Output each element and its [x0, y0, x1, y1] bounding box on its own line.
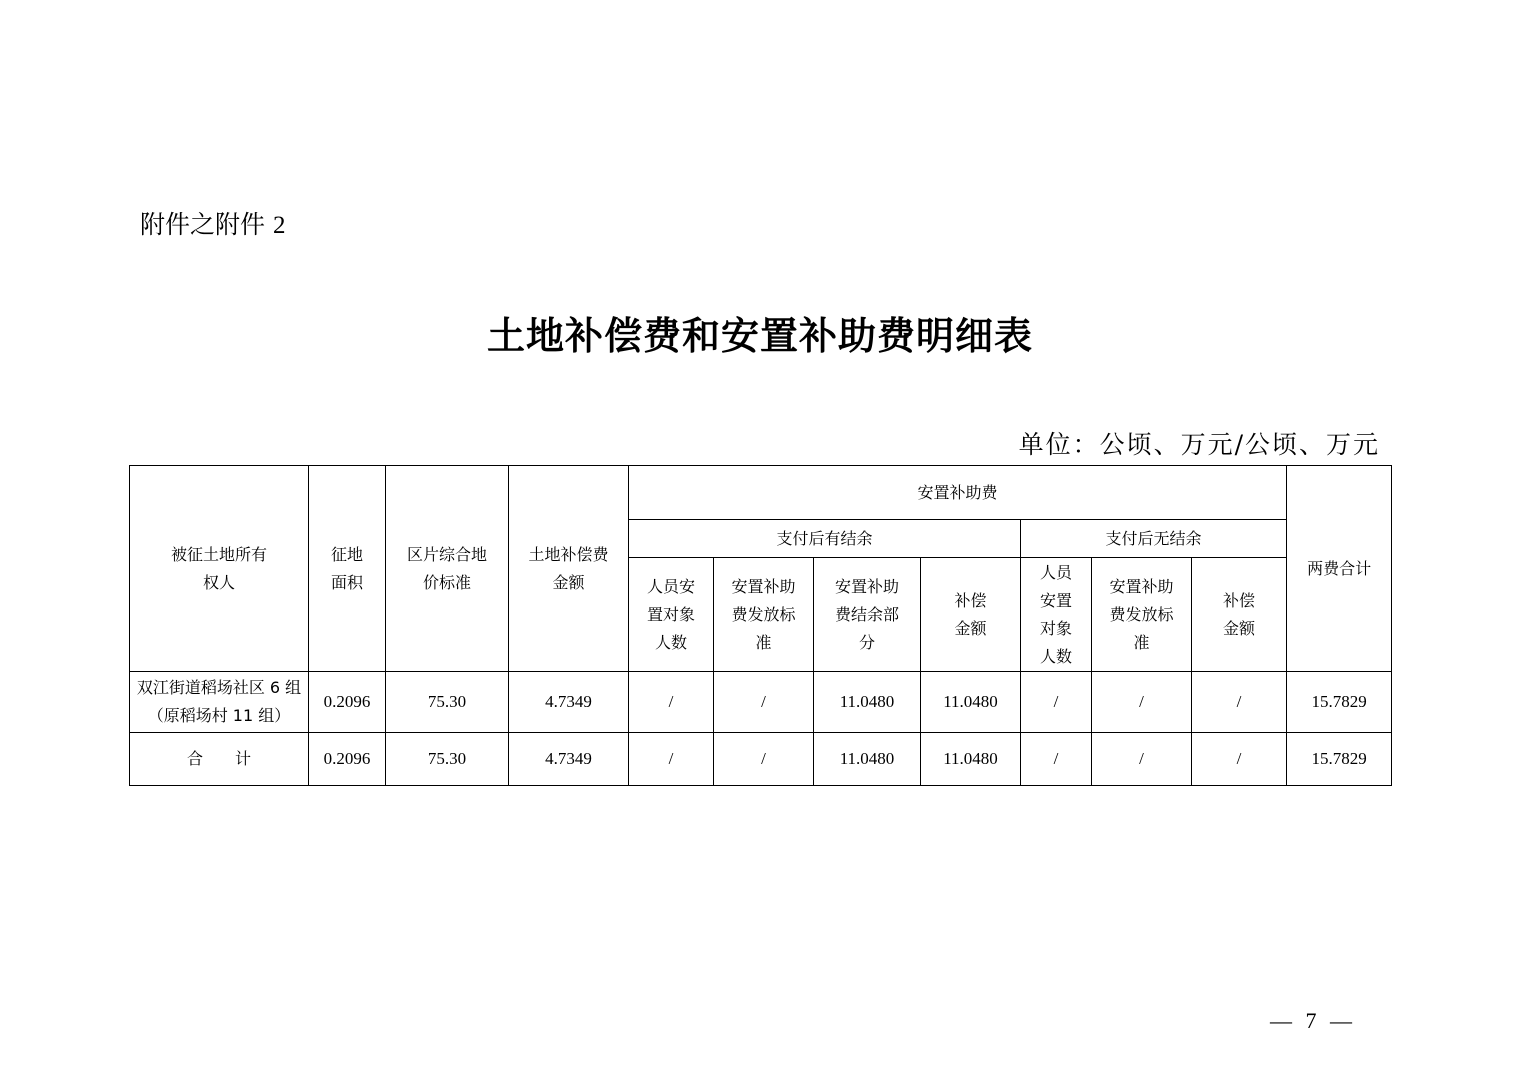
cell-comp-amount-2: /	[1192, 672, 1287, 733]
header-persons: 人员安置对象人数	[629, 558, 714, 672]
header-row-1	[130, 466, 1392, 520]
cell-standard-2-total: /	[1092, 733, 1192, 786]
cell-owner-total: 合 计	[130, 733, 309, 786]
cell-standard: /	[714, 672, 814, 733]
cell-persons: /	[629, 672, 714, 733]
cell-price: 75.30	[386, 672, 509, 733]
header-persons-2: 人员安置对象人数	[1021, 558, 1092, 672]
header-comp-amount-2: 补偿金额	[1192, 558, 1287, 672]
unit-note: 单位：公顷、万元/公顷、万元	[1018, 430, 1380, 459]
cell-land-comp-total: 4.7349	[509, 733, 629, 786]
cell-persons-total: /	[629, 733, 714, 786]
cell-total-sum: 15.7829	[1287, 733, 1392, 786]
cell-area-total: 0.2096	[309, 733, 386, 786]
header-total: 两费合计	[1287, 466, 1392, 672]
cell-total: 15.7829	[1287, 672, 1392, 733]
attachment-number: 2	[272, 212, 286, 239]
header-comp-amount: 补偿金额	[921, 558, 1021, 672]
cell-persons-2-total: /	[1021, 733, 1092, 786]
header-land-comp: 土地补偿费金额	[509, 466, 629, 672]
header-resettle: 安置补助费	[629, 466, 1287, 520]
attachment-label-text: 附件之附件	[140, 210, 266, 239]
cell-land-comp: 4.7349	[509, 672, 629, 733]
table-row-total	[130, 733, 1392, 786]
header-standard: 安置补助费发放标准	[714, 558, 814, 672]
attachment-label	[140, 205, 285, 241]
cell-comp-amount-total: 11.0480	[921, 733, 1021, 786]
header-surplus-part: 安置补助费结余部分	[814, 558, 921, 672]
compensation-table	[129, 465, 1392, 786]
header-price: 区片综合地价标准	[386, 466, 509, 672]
header-standard-2: 安置补助费发放标准	[1092, 558, 1192, 672]
table-row	[130, 672, 1392, 733]
cell-persons-2: /	[1021, 672, 1092, 733]
header-owner: 被征土地所有权人	[130, 466, 309, 672]
header-area: 征地面积	[309, 466, 386, 672]
header-no-surplus: 支付后无结余	[1021, 520, 1287, 558]
header-with-surplus: 支付后有结余	[629, 520, 1021, 558]
cell-standard-total: /	[714, 733, 814, 786]
cell-comp-amount-2-total: /	[1192, 733, 1287, 786]
page-number: — 7 —	[1270, 1008, 1356, 1033]
cell-area: 0.2096	[309, 672, 386, 733]
cell-surplus-part-total: 11.0480	[814, 733, 921, 786]
cell-comp-amount: 11.0480	[921, 672, 1021, 733]
cell-standard-2: /	[1092, 672, 1192, 733]
page-title: 土地补偿费和安置补助费明细表	[486, 313, 1033, 358]
cell-owner: 双江街道稻场社区 6 组（原稻场村 11 组）	[130, 672, 309, 733]
cell-surplus-part: 11.0480	[814, 672, 921, 733]
cell-price-total: 75.30	[386, 733, 509, 786]
